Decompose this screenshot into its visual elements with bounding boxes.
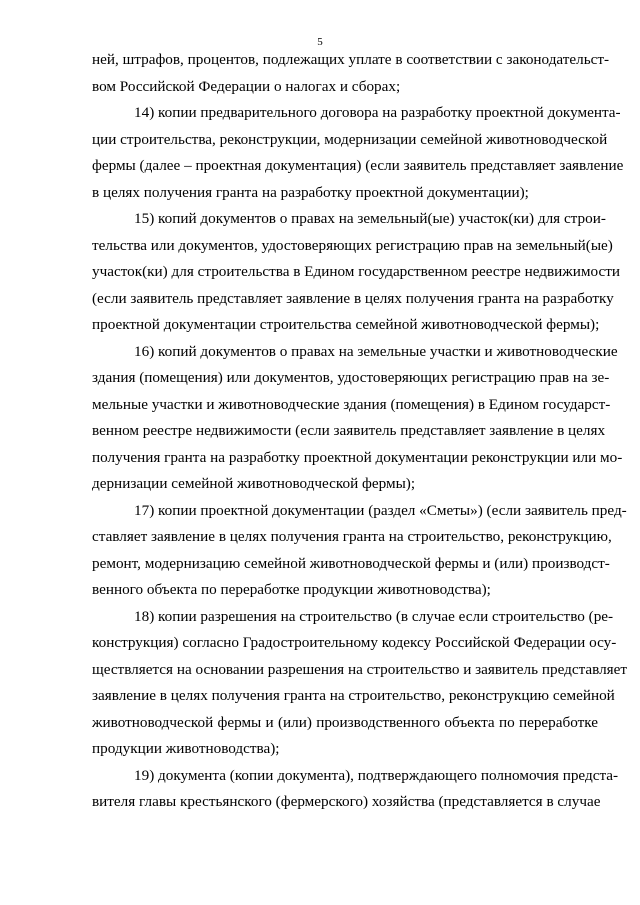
text-line: (если заявитель представляет заявление в целях получения гранта на разработку (92, 289, 614, 307)
text-line: ции строительства, реконструкции, модернизации семейной животноводческой (92, 130, 608, 148)
text-line: ществляется на основании разрешения на строительство и заявитель представляет (92, 660, 628, 678)
text-line: 17) копии проектной документации (раздел «Сметы») (если заявитель пред- (134, 501, 627, 519)
text-line: конструкция) согласно Градостроительному кодексу Российской Федерации осу- (92, 634, 617, 651)
text-line: 19) документа (копии документа), подтверждающего полномочия предста- (134, 766, 619, 784)
paragraph-p14 (92, 100, 624, 206)
text-line: вителя главы крестьянского (фермерского) хозяйства (представляется в случае (92, 793, 601, 810)
text-line: фермы (далее – проектная документация) (если заявитель представляет заявление (92, 157, 624, 174)
text-line: вом Российской Федерации о налогах и сборах; (92, 77, 401, 95)
text-line: 16) копий документов о правах на земельные участки и животноводческие (134, 342, 618, 360)
text-line: здания (помещения) или документов, удостоверяющих регистрацию прав на зе- (92, 369, 610, 386)
text-line: тельства или документов, удостоверяющих регистрацию прав на земельный(ые) (92, 236, 613, 254)
text-line: животноводческой фермы и (или) производственного объекта по переработке (92, 713, 598, 731)
text-line: заявление в целях получения гранта на строительство, реконструкцию семейной (92, 687, 615, 704)
text-line: продукции животноводства); (92, 740, 280, 757)
text-line: венном реестре недвижимости (если заявитель представляет заявление в целях (92, 422, 606, 439)
text-line: дернизации семейной животноводческой фермы); (92, 475, 416, 492)
text-line: в целях получения гранта на разработку проектной документации); (92, 183, 529, 201)
paragraph-p16 (92, 339, 623, 498)
document-body (92, 47, 628, 816)
paragraph-p17 (92, 498, 627, 604)
text-line: венного объекта по переработке продукции животноводства); (92, 581, 491, 598)
text-line: ней, штрафов, процентов, подлежащих уплате в соответствии с законодательст- (92, 51, 610, 68)
text-line: участок(ки) для строительства в Едином государственном реестре недвижимости (92, 263, 621, 280)
text-line: 14) копии предварительного договора на разработку проектной документа- (134, 104, 621, 121)
page-number: 5 (317, 36, 323, 48)
paragraph-p-cont (92, 47, 610, 100)
paragraph-p18 (92, 604, 628, 763)
text-line: 15) копий документов о правах на земельный(ые) участок(ки) для строи- (134, 210, 606, 227)
text-line: ремонт, модернизацию семейной животноводческой фермы и (или) производст- (92, 554, 610, 572)
text-line: мельные участки и животноводческие здания (помещения) в Едином государст- (92, 395, 611, 413)
paragraph-p19 (92, 763, 619, 816)
text-line: ставляет заявление в целях получения гранта на строительство, реконструкцию, (92, 528, 612, 545)
text-line: проектной документации строительства семейной животноводческой фермы); (92, 316, 600, 333)
text-line: 18) копии разрешения на строительство (в случае если строительство (ре- (134, 607, 614, 625)
text-line: получения гранта на разработку проектной документации реконструкции или мо- (92, 448, 623, 466)
paragraph-p15 (92, 206, 621, 339)
